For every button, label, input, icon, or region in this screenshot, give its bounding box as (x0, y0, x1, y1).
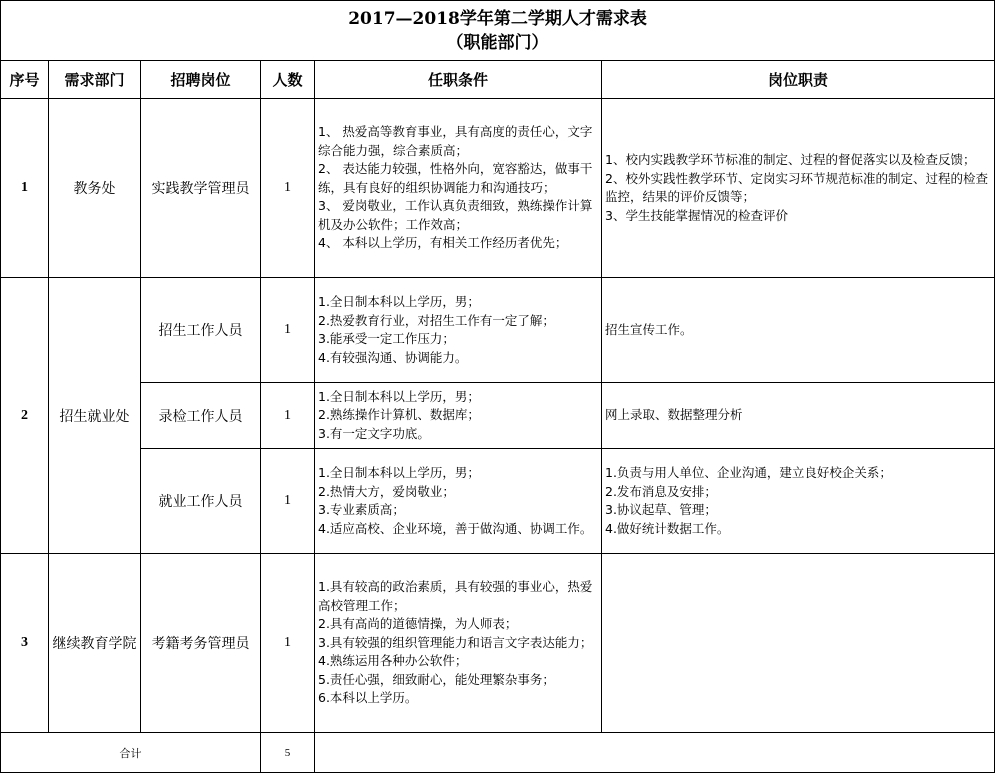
row-duties (602, 383, 995, 449)
row-requirements (315, 383, 602, 449)
requirement-line: 1.全日制本科以上学历，男； (318, 465, 480, 480)
requirement-line: 1.具有较高的政治素质，具有较强的事业心，热爱高校管理工作； (318, 579, 593, 613)
row-count: 1 (261, 554, 315, 733)
requirement-line: 2.熟练操作计算机、数据库； (318, 407, 480, 423)
duty-line: 2.发布消息及安排； (605, 483, 717, 499)
row-dept: 继续教育学院 (49, 554, 141, 733)
requirement-line: 1、 热爱高等教育事业，具有高度的责任心，文字综合能力强，综合素质高； (318, 124, 593, 158)
duty-line: 4.做好统计数据工作。 (605, 520, 730, 536)
row-dept: 招生就业处 (49, 278, 141, 554)
duty-line: 2、校外实践性教学环节、定岗实习环节规范标准的制定、过程的检查监控，结果的评价反馈等； (605, 170, 988, 204)
row-duties (602, 554, 995, 733)
duty-line: 网上录取、数据整理分析 (605, 407, 743, 423)
header-row (1, 61, 995, 99)
row-count: 1 (261, 278, 315, 383)
row-count: 1 (261, 383, 315, 449)
header-dept: 需求部门 (49, 61, 141, 99)
table-body (1, 1, 995, 773)
requirement-line: 4.适应高校、企业环境，善于做沟通、协调工作。 (318, 520, 593, 536)
requirement-line: 4.熟练运用各种办公软件； (318, 653, 468, 669)
total-row (1, 733, 995, 773)
duty-line: 1.负责与用人单位、企业沟通，建立良好校企关系； (605, 465, 892, 480)
total-label: 合计 (1, 733, 261, 773)
header-count: 人数 (261, 61, 315, 99)
requirement-line: 3.具有较强的组织管理能力和语言文字表达能力； (318, 634, 593, 650)
title-row (1, 1, 995, 61)
table-row (1, 99, 995, 278)
duty-line: 招生宣传工作。 (605, 321, 693, 337)
row-count: 1 (261, 99, 315, 278)
requirement-line: 3、 爱岗敬业，工作认真负责细致，熟练操作计算机及办公软件；工作效高； (318, 198, 593, 232)
requirement-line: 3.有一定文字功底。 (318, 425, 430, 441)
duty-line: 1、校内实践教学环节标准的制定、过程的督促落实以及检查反馈； (605, 152, 976, 167)
row-no: 1 (1, 99, 49, 278)
total-empty (315, 733, 995, 773)
requirement-line: 2、 表达能力较强，性格外向，宽容豁达，做事干练，具有良好的组织协调能力和沟通技巧； (318, 161, 593, 195)
requirement-line: 4.有较强沟通、协调能力。 (318, 349, 468, 365)
row-duties (602, 278, 995, 383)
header-position: 招聘岗位 (141, 61, 261, 99)
table-row (1, 278, 995, 383)
row-requirements (315, 278, 602, 383)
header-requirements: 任职条件 (315, 61, 602, 99)
row-requirements (315, 449, 602, 554)
header-no: 序号 (1, 61, 49, 99)
row-duties (602, 449, 995, 554)
requirement-line: 2.热情大方，爱岗敬业； (318, 483, 455, 499)
requirement-line: 1.全日制本科以上学历，男； (318, 294, 480, 309)
row-position: 实践教学管理员 (141, 99, 261, 278)
total-count: 5 (261, 733, 315, 773)
row-requirements (315, 99, 602, 278)
row-position: 考籍考务管理员 (141, 554, 261, 733)
requirement-line: 4、 本科以上学历，有相关工作经历者优先； (318, 235, 568, 251)
row-position: 录检工作人员 (141, 383, 261, 449)
row-requirements (315, 554, 602, 733)
row-position: 就业工作人员 (141, 449, 261, 554)
row-no: 2 (1, 278, 49, 554)
header-duties: 岗位职责 (602, 61, 995, 99)
requirement-line: 3.专业素质高； (318, 502, 405, 517)
requirement-line: 2.热爱教育行业，对招生工作有一定了解； (318, 312, 555, 328)
row-no: 3 (1, 554, 49, 733)
row-dept: 教务处 (49, 99, 141, 278)
requirement-line: 3.能承受一定工作压力； (318, 331, 455, 346)
table-title (1, 1, 995, 61)
requirement-line: 5.责任心强，细致耐心，能处理繁杂事务； (318, 671, 555, 687)
table-row (1, 449, 995, 554)
duty-line: 3.协议起草、管理； (605, 502, 717, 517)
table-row (1, 554, 995, 733)
requirement-line: 2.具有高尚的道德情操，为人师表； (318, 616, 518, 632)
title-main: 2017—2018学年第二学期人才需求表 (348, 8, 647, 29)
row-position: 招生工作人员 (141, 278, 261, 383)
row-count: 1 (261, 449, 315, 554)
requirement-line: 6.本科以上学历。 (318, 690, 418, 706)
table-row (1, 383, 995, 449)
title-sub: （职能部门） (446, 32, 549, 53)
duty-line: 3、学生技能掌握情况的检查评价 (605, 207, 788, 223)
row-duties (602, 99, 995, 278)
requirement-line: 1.全日制本科以上学历，男； (318, 388, 480, 404)
